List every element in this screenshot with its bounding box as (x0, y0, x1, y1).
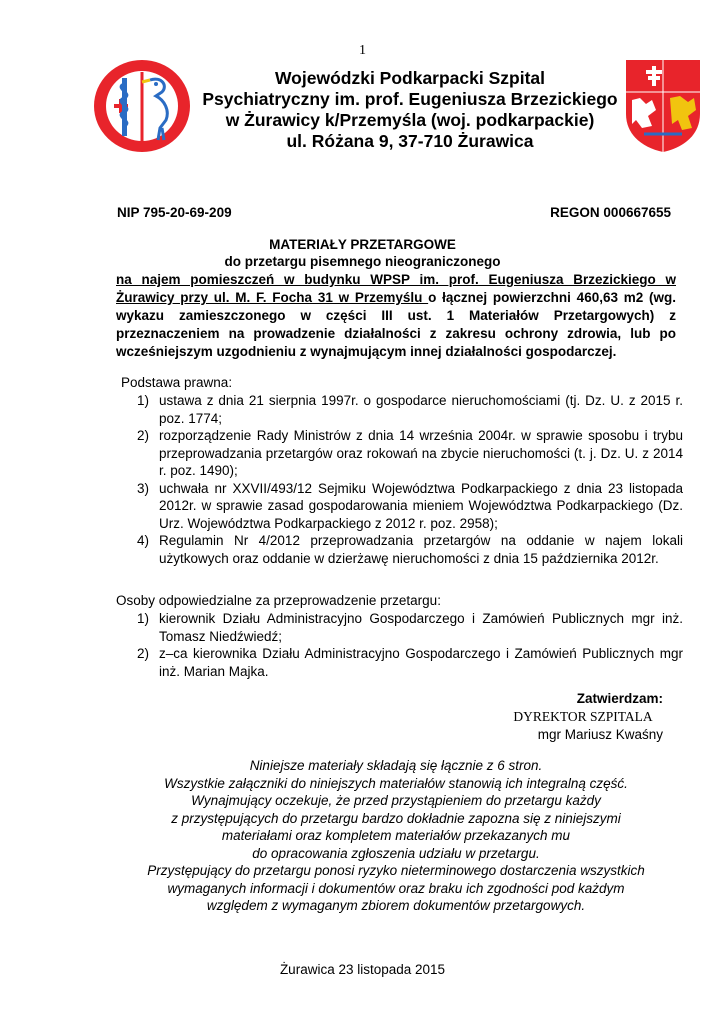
italic-notice (116, 757, 676, 915)
list-item: 4) Regulamin Nr 4/2012 przeprowadzania przetargów na oddanie w najem lokali użytkowych oraz oddanie w dzierżawę nieruchomości z dnia 15 października 2012r. (137, 533, 683, 566)
responsible-persons-label: Osoby odpowiedzialne za przeprowadzenie przetargu: (116, 593, 441, 608)
list-item: 1) kierownik Działu Administracyjno Gospodarczego i Zamówień Publicznych mgr inż. Tomasz Niedźwiedź; (137, 611, 683, 644)
subject-rest: o łącznej powierzchni 460,63 m2 (wg. wykazu zamieszczonego w części III ust. 1 Materiałów Przetargowych) z przeznaczeniem na prowadzenie działalności z zakresu ochrony zdrowia, lub po wcześniejszym uzgodnieniu z wynajmującym innej działalności gospodarczej. (116, 290, 676, 359)
header-line-4: ul. Różana 9, 37-710 Żurawica (286, 131, 534, 151)
approval-label: Zatwierdzam: (576, 691, 663, 706)
list-item: 1) ustawa z dnia 21 sierpnia 1997r. o gospodarce nieruchomościami (tj. Dz. U. z 2015 r. poz. 1774; (137, 393, 683, 426)
document-title: MATERIAŁY PRZETARGOWE (269, 237, 456, 252)
list-item: 2) rozporządzenie Rady Ministrów z dnia 14 września 2004r. w sprawie sposobu i trybu przeprowadzania przetargów oraz rokowań na zbycie nieruchomości (t. j. Dz. U. z 2014 r. poz. 1490); (137, 428, 683, 478)
document-subtitle: do przetargu pisemnego nieograniczonego (224, 254, 501, 269)
voivodeship-coat-of-arms-icon (624, 58, 702, 154)
notice-line: Wszystkie załączniki do niniejszych materiałów stanowią ich integralną część. (164, 775, 628, 791)
header-line-3: w Żurawicy k/Przemyśla (woj. podkarpackie) (225, 110, 595, 130)
legal-basis-list (137, 392, 683, 567)
header-line-2: Psychiatryczny im. prof. Eugeniusza Brzezickiego (202, 89, 618, 109)
notice-line: z przystępujących do przetargu bardzo dokładnie zapozna się z niniejszymi (171, 810, 621, 826)
notice-line: do opracowania zgłoszenia udziału w przetargu. (252, 845, 540, 861)
list-item: 3) uchwała nr XXVII/493/12 Sejmiku Województwa Podkarpackiego z dnia 23 listopada 2012r. w sprawie zasad gospodarowania mieniem Województwa Podkarpackiego (Dz. Urz. Województwa Podkarpackiego z 2012 r. poz. 2958); (137, 480, 683, 531)
regon-number: REGON 000667655 (550, 205, 671, 220)
responsible-persons-list (137, 610, 683, 680)
notice-line: wymaganych informacji i dokumentów oraz braku ich zgodności pod każdym (167, 880, 625, 896)
notice-line: Wynajmujący oczekuje, że przed przystąpieniem do przetargu każdy (191, 793, 601, 808)
institution-header (190, 68, 630, 152)
approval-role: DYREKTOR SZPITALA (513, 709, 653, 724)
list-item: 2) z–ca kierownika Działu Administracyjno Gospodarczego i Zamówień Publicznych mgr inż. Marian Majka. (137, 646, 683, 679)
notice-line: Przystępujący do przetargu ponosi ryzyko nieterminowego dostarczenia wszystkich (147, 863, 645, 878)
header-line-1: Wojewódzki Podkarpacki Szpital (274, 68, 546, 88)
approval-block (503, 690, 663, 744)
tender-subject (116, 271, 676, 361)
approval-name: mgr Mariusz Kwaśny (537, 727, 663, 742)
notice-line: względem z wymaganym zbiorem dokumentów przetargowych. (206, 898, 586, 913)
page-number: 1 (359, 43, 366, 58)
notice-line: Niniejsze materiały składają się łącznie z 6 stron. (249, 758, 543, 773)
legal-basis-label: Podstawa prawna: (121, 375, 233, 390)
hospital-emblem-icon (92, 58, 192, 154)
notice-line: materiałami oraz kompletem materiałów przekazanych mu (221, 828, 571, 843)
nip-number: NIP 795-20-69-209 (117, 205, 232, 220)
place-and-date: Żurawica 23 listopada 2015 (279, 962, 446, 977)
subject-underlined: na najem pomieszczeń w budynku WPSP im. prof. Eugeniusza Brzezickiego w Żurawicy przy ul. M. F. Focha 31 w Przemyślu (116, 272, 676, 305)
